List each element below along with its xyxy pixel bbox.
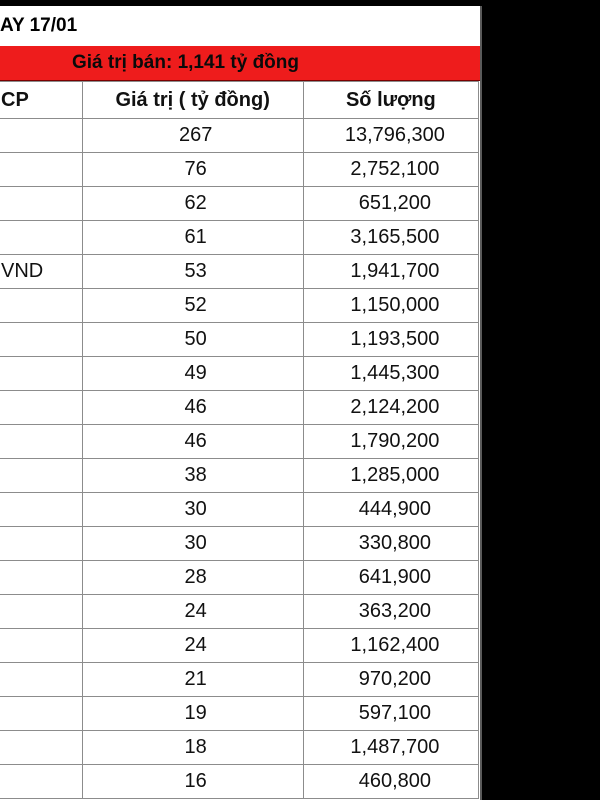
quantity-cell: 363,200 bbox=[303, 595, 478, 629]
quantity-cell: 460,800 bbox=[303, 765, 478, 799]
value-cell: 61 bbox=[82, 221, 303, 255]
table-row bbox=[0, 425, 479, 459]
table-row bbox=[0, 357, 479, 391]
value-cell: 28 bbox=[82, 561, 303, 595]
quantity-cell: 1,193,500 bbox=[303, 323, 478, 357]
table-row bbox=[0, 765, 479, 799]
quantity-cell: 1,150,000 bbox=[303, 289, 478, 323]
value-cell: 52 bbox=[82, 289, 303, 323]
table-row bbox=[0, 697, 479, 731]
table-row bbox=[0, 663, 479, 697]
table-row bbox=[0, 221, 479, 255]
quantity-cell: 651,200 bbox=[303, 187, 478, 221]
title-row bbox=[0, 6, 480, 47]
header-stock: CP bbox=[0, 82, 82, 119]
value-cell: 76 bbox=[82, 153, 303, 187]
value-cell: 19 bbox=[82, 697, 303, 731]
quantity-cell: 1,162,400 bbox=[303, 629, 478, 663]
quantity-cell: 13,796,300 bbox=[303, 119, 478, 153]
value-cell: 30 bbox=[82, 493, 303, 527]
stock-cell bbox=[0, 425, 82, 459]
stock-cell bbox=[0, 119, 82, 153]
quantity-cell: 1,941,700 bbox=[303, 255, 478, 289]
stock-cell bbox=[0, 595, 82, 629]
table-header-row bbox=[0, 82, 479, 119]
value-cell: 24 bbox=[82, 629, 303, 663]
stock-cell bbox=[0, 153, 82, 187]
table-row bbox=[0, 289, 479, 323]
value-cell: 18 bbox=[82, 731, 303, 765]
stock-cell bbox=[0, 221, 82, 255]
quantity-cell: 1,790,200 bbox=[303, 425, 478, 459]
quantity-cell: 330,800 bbox=[303, 527, 478, 561]
page-title: AY 17/01 bbox=[0, 15, 78, 36]
table-row bbox=[0, 255, 479, 289]
stock-cell bbox=[0, 493, 82, 527]
table-row bbox=[0, 119, 479, 153]
sell-value-banner bbox=[0, 46, 480, 81]
header-value: Giá trị ( tỷ đồng) bbox=[82, 82, 303, 119]
table-row bbox=[0, 527, 479, 561]
value-cell: 38 bbox=[82, 459, 303, 493]
table-row bbox=[0, 493, 479, 527]
quantity-cell: 970,200 bbox=[303, 663, 478, 697]
quantity-cell: 2,752,100 bbox=[303, 153, 478, 187]
value-cell: 46 bbox=[82, 425, 303, 459]
quantity-cell: 1,487,700 bbox=[303, 731, 478, 765]
value-cell: 21 bbox=[82, 663, 303, 697]
table-row bbox=[0, 391, 479, 425]
stock-cell bbox=[0, 289, 82, 323]
quantity-cell: 2,124,200 bbox=[303, 391, 478, 425]
stock-cell: VND bbox=[0, 255, 82, 289]
header-quantity: Số lượng bbox=[303, 82, 478, 119]
value-cell: 16 bbox=[82, 765, 303, 799]
stock-cell bbox=[0, 527, 82, 561]
stock-cell bbox=[0, 391, 82, 425]
value-cell: 30 bbox=[82, 527, 303, 561]
quantity-cell: 1,285,000 bbox=[303, 459, 478, 493]
stock-cell bbox=[0, 629, 82, 663]
stock-cell bbox=[0, 323, 82, 357]
stock-cell bbox=[0, 187, 82, 221]
table-row bbox=[0, 153, 479, 187]
quantity-cell: 444,900 bbox=[303, 493, 478, 527]
quantity-cell: 1,445,300 bbox=[303, 357, 478, 391]
sell-value-text: Giá trị bán: 1,141 tỷ đồng bbox=[72, 52, 299, 73]
value-cell: 24 bbox=[82, 595, 303, 629]
table-row bbox=[0, 323, 479, 357]
table-row bbox=[0, 187, 479, 221]
table-row bbox=[0, 459, 479, 493]
stock-cell bbox=[0, 663, 82, 697]
value-cell: 62 bbox=[82, 187, 303, 221]
quantity-cell: 3,165,500 bbox=[303, 221, 478, 255]
table-row bbox=[0, 731, 479, 765]
table-row bbox=[0, 595, 479, 629]
value-cell: 49 bbox=[82, 357, 303, 391]
stock-cell bbox=[0, 731, 82, 765]
quantity-cell: 641,900 bbox=[303, 561, 478, 595]
stock-cell bbox=[0, 765, 82, 799]
value-cell: 267 bbox=[82, 119, 303, 153]
trades-table bbox=[0, 81, 479, 799]
table-body bbox=[0, 119, 479, 799]
table-row bbox=[0, 561, 479, 595]
stock-cell bbox=[0, 357, 82, 391]
value-cell: 50 bbox=[82, 323, 303, 357]
quantity-cell: 597,100 bbox=[303, 697, 478, 731]
table-row bbox=[0, 629, 479, 663]
stock-cell bbox=[0, 697, 82, 731]
stock-cell bbox=[0, 459, 82, 493]
stock-cell bbox=[0, 561, 82, 595]
value-cell: 53 bbox=[82, 255, 303, 289]
spreadsheet bbox=[0, 6, 482, 800]
value-cell: 46 bbox=[82, 391, 303, 425]
